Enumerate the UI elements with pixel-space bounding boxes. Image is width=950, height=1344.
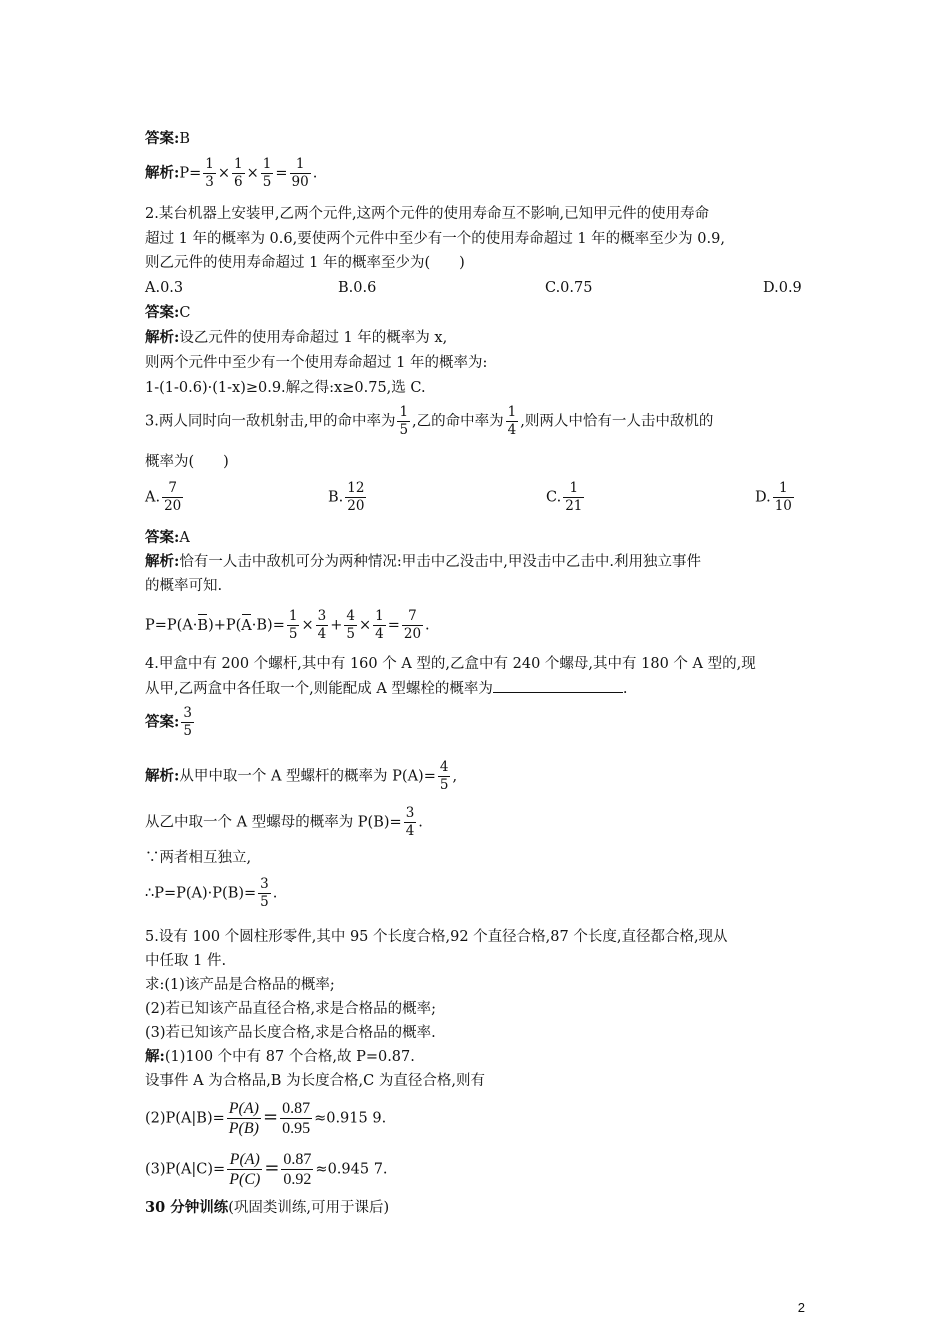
analysis-text: 则两个元件中至少有一个使用寿命超过 1 年的概率为: [145, 355, 488, 371]
question-text: 概率为( ) [145, 454, 229, 470]
solution-formula: (3)P(A|C)= $\frac{P(A)}{P(C)}$ = $\frac{0.87}{0.92}$ ≈0.945 7. [145, 1151, 388, 1188]
analysis-text: 设乙元件的使用寿命超过 1 年的概率为 x, [179, 330, 448, 346]
answer-label: 答案: [145, 130, 180, 147]
solution-line: 解:(1)100 个中有 87 个合格,故 P=0.87. [145, 1048, 415, 1065]
question-text: 5.设有 100 个圆柱形零件,其中 95 个长度合格,92 个直径合格,87 个长度,直径都合格,现从 [145, 929, 728, 945]
answer-line [145, 129, 190, 149]
answer-line [145, 303, 190, 323]
analysis-line: 解析:P= $\frac{1}{3}$ × $\frac{1}{6}$ × $\frac{1}{5}$ = $\frac{1}{90}$ . [145, 156, 318, 190]
question-text: 则乙元件的使用寿命超过 1 年的概率至少为( ) [145, 255, 465, 271]
section-subtitle: (巩固类训练,可用于课后) [228, 1200, 390, 1216]
question-text: 4.甲盒中有 200 个螺杆,其中有 160 个 A 型的,乙盒中有 240 个螺母,其中有 180 个 A 型的,现 [145, 656, 756, 672]
answer-line [145, 528, 190, 548]
complement-a: A [241, 617, 252, 634]
formula-line: P=P(A·B)+P(A·B)= $\frac{1}{5}$ × $\frac{3}{4}$ + $\frac{4}{5}$ × $\frac{1}{4}$ = $\frac{7}{20}$ . [145, 608, 430, 642]
analysis-text: ∵两者相互独立, [145, 850, 252, 866]
answer-label: 答案: [145, 529, 180, 546]
question-text: 求:(1)该产品是合格品的概率; [145, 977, 335, 993]
complement-b: B [197, 617, 209, 634]
analysis-label: 解析: [145, 164, 180, 182]
solution-label: 解: [145, 1048, 165, 1065]
answer-label: 答案: [145, 713, 180, 731]
section-heading [145, 1198, 389, 1218]
option-b: B.0.6 [338, 280, 377, 296]
question-text: 3.两人同时向一敌机射击,甲的命中率为 $\frac{1}{5}$ ,乙的命中率为 $\frac{1}{4}$ ,则两人中恰有一人击中敌机的 [145, 404, 714, 438]
answer-label: 答案: [145, 304, 180, 321]
fraction: $\frac{1}{6}$ [234, 156, 243, 190]
option-b: B. $\frac{12}{20}$ [328, 480, 365, 514]
analysis-line [145, 552, 701, 572]
analysis-label: 解析: [145, 767, 180, 785]
analysis-text: 恰有一人击中敌机可分为两种情况:甲击中乙没击中,甲没击中乙击中.利用独立事件 [179, 554, 701, 570]
answer-value: A [179, 530, 190, 546]
question-text: 超过 1 年的概率为 0.6,要使两个元件中至少有一个的使用寿命超过 1 年的概率至少为 0.9, [145, 231, 725, 247]
fraction: $\frac{1}{5}$ [262, 156, 272, 190]
option-a: A. $\frac{7}{20}$ [145, 480, 182, 514]
answer-value: C [179, 305, 191, 321]
section-title: 30 分钟训练 [145, 1199, 229, 1216]
question-text: (2)若已知该产品直径合格,求是合格品的概率; [145, 1001, 437, 1017]
question-text: 中任取 1 件. [145, 953, 227, 969]
page-number: 2 [797, 1300, 805, 1315]
answer-blank [493, 678, 623, 693]
answer-value: B [179, 131, 191, 147]
analysis-label: 解析: [145, 553, 180, 570]
option-c: C.0.75 [545, 280, 593, 296]
analysis-text: 的概率可知. [145, 578, 223, 594]
option-d: D. $\frac{1}{10}$ [755, 480, 792, 514]
formula-text: P= [179, 165, 202, 182]
option-d: D.0.9 [763, 280, 802, 296]
answer-line [145, 705, 196, 740]
analysis-line [145, 328, 447, 348]
analysis-text: 从乙中取一个 A 型螺母的概率为 P(B)= $\frac{3}{4}$ . [145, 805, 423, 839]
solution-formula: (2)P(A|B)= $\frac{P(A)}{P(B)}$ = $\frac{0.87}{0.95}$ ≈0.915 9. [145, 1100, 387, 1137]
question-text: (3)若已知该产品长度合格,求是合格品的概率. [145, 1025, 436, 1041]
analysis-text: 1-(1-0.6)·(1-x)≥0.9.解之得:x≥0.75,选 C. [145, 380, 426, 396]
fraction: $\frac{1}{3}$ [205, 156, 214, 190]
analysis-line: 解析:从甲中取一个 A 型螺杆的概率为 P(A)= $\frac{4}{5}$ , [145, 759, 458, 793]
solution-text: 设事件 A 为合格品,B 为长度合格,C 为直径合格,则有 [145, 1073, 485, 1089]
analysis-label: 解析: [145, 329, 180, 346]
fraction: $\frac{1}{5}$ [399, 404, 409, 438]
option-a: A.0.3 [145, 280, 184, 296]
fraction: $\frac{1}{90}$ [291, 156, 309, 190]
question-text: 从甲,乙两盒中各任取一个,则能配成 A 型螺栓的概率为 . [145, 678, 628, 699]
question-text: 2.某台机器上安装甲,乙两个元件,这两个元件的使用寿命互不影响,已知甲元件的使用寿命 [145, 206, 710, 222]
fraction: $\frac{3}{5}$ [183, 705, 192, 739]
option-c: C. $\frac{1}{21}$ [546, 480, 583, 514]
analysis-text: ∴P=P(A)·P(B)= $\frac{3}{5}$ . [145, 876, 278, 910]
fraction: $\frac{1}{4}$ [507, 404, 517, 438]
options-row [145, 480, 805, 520]
